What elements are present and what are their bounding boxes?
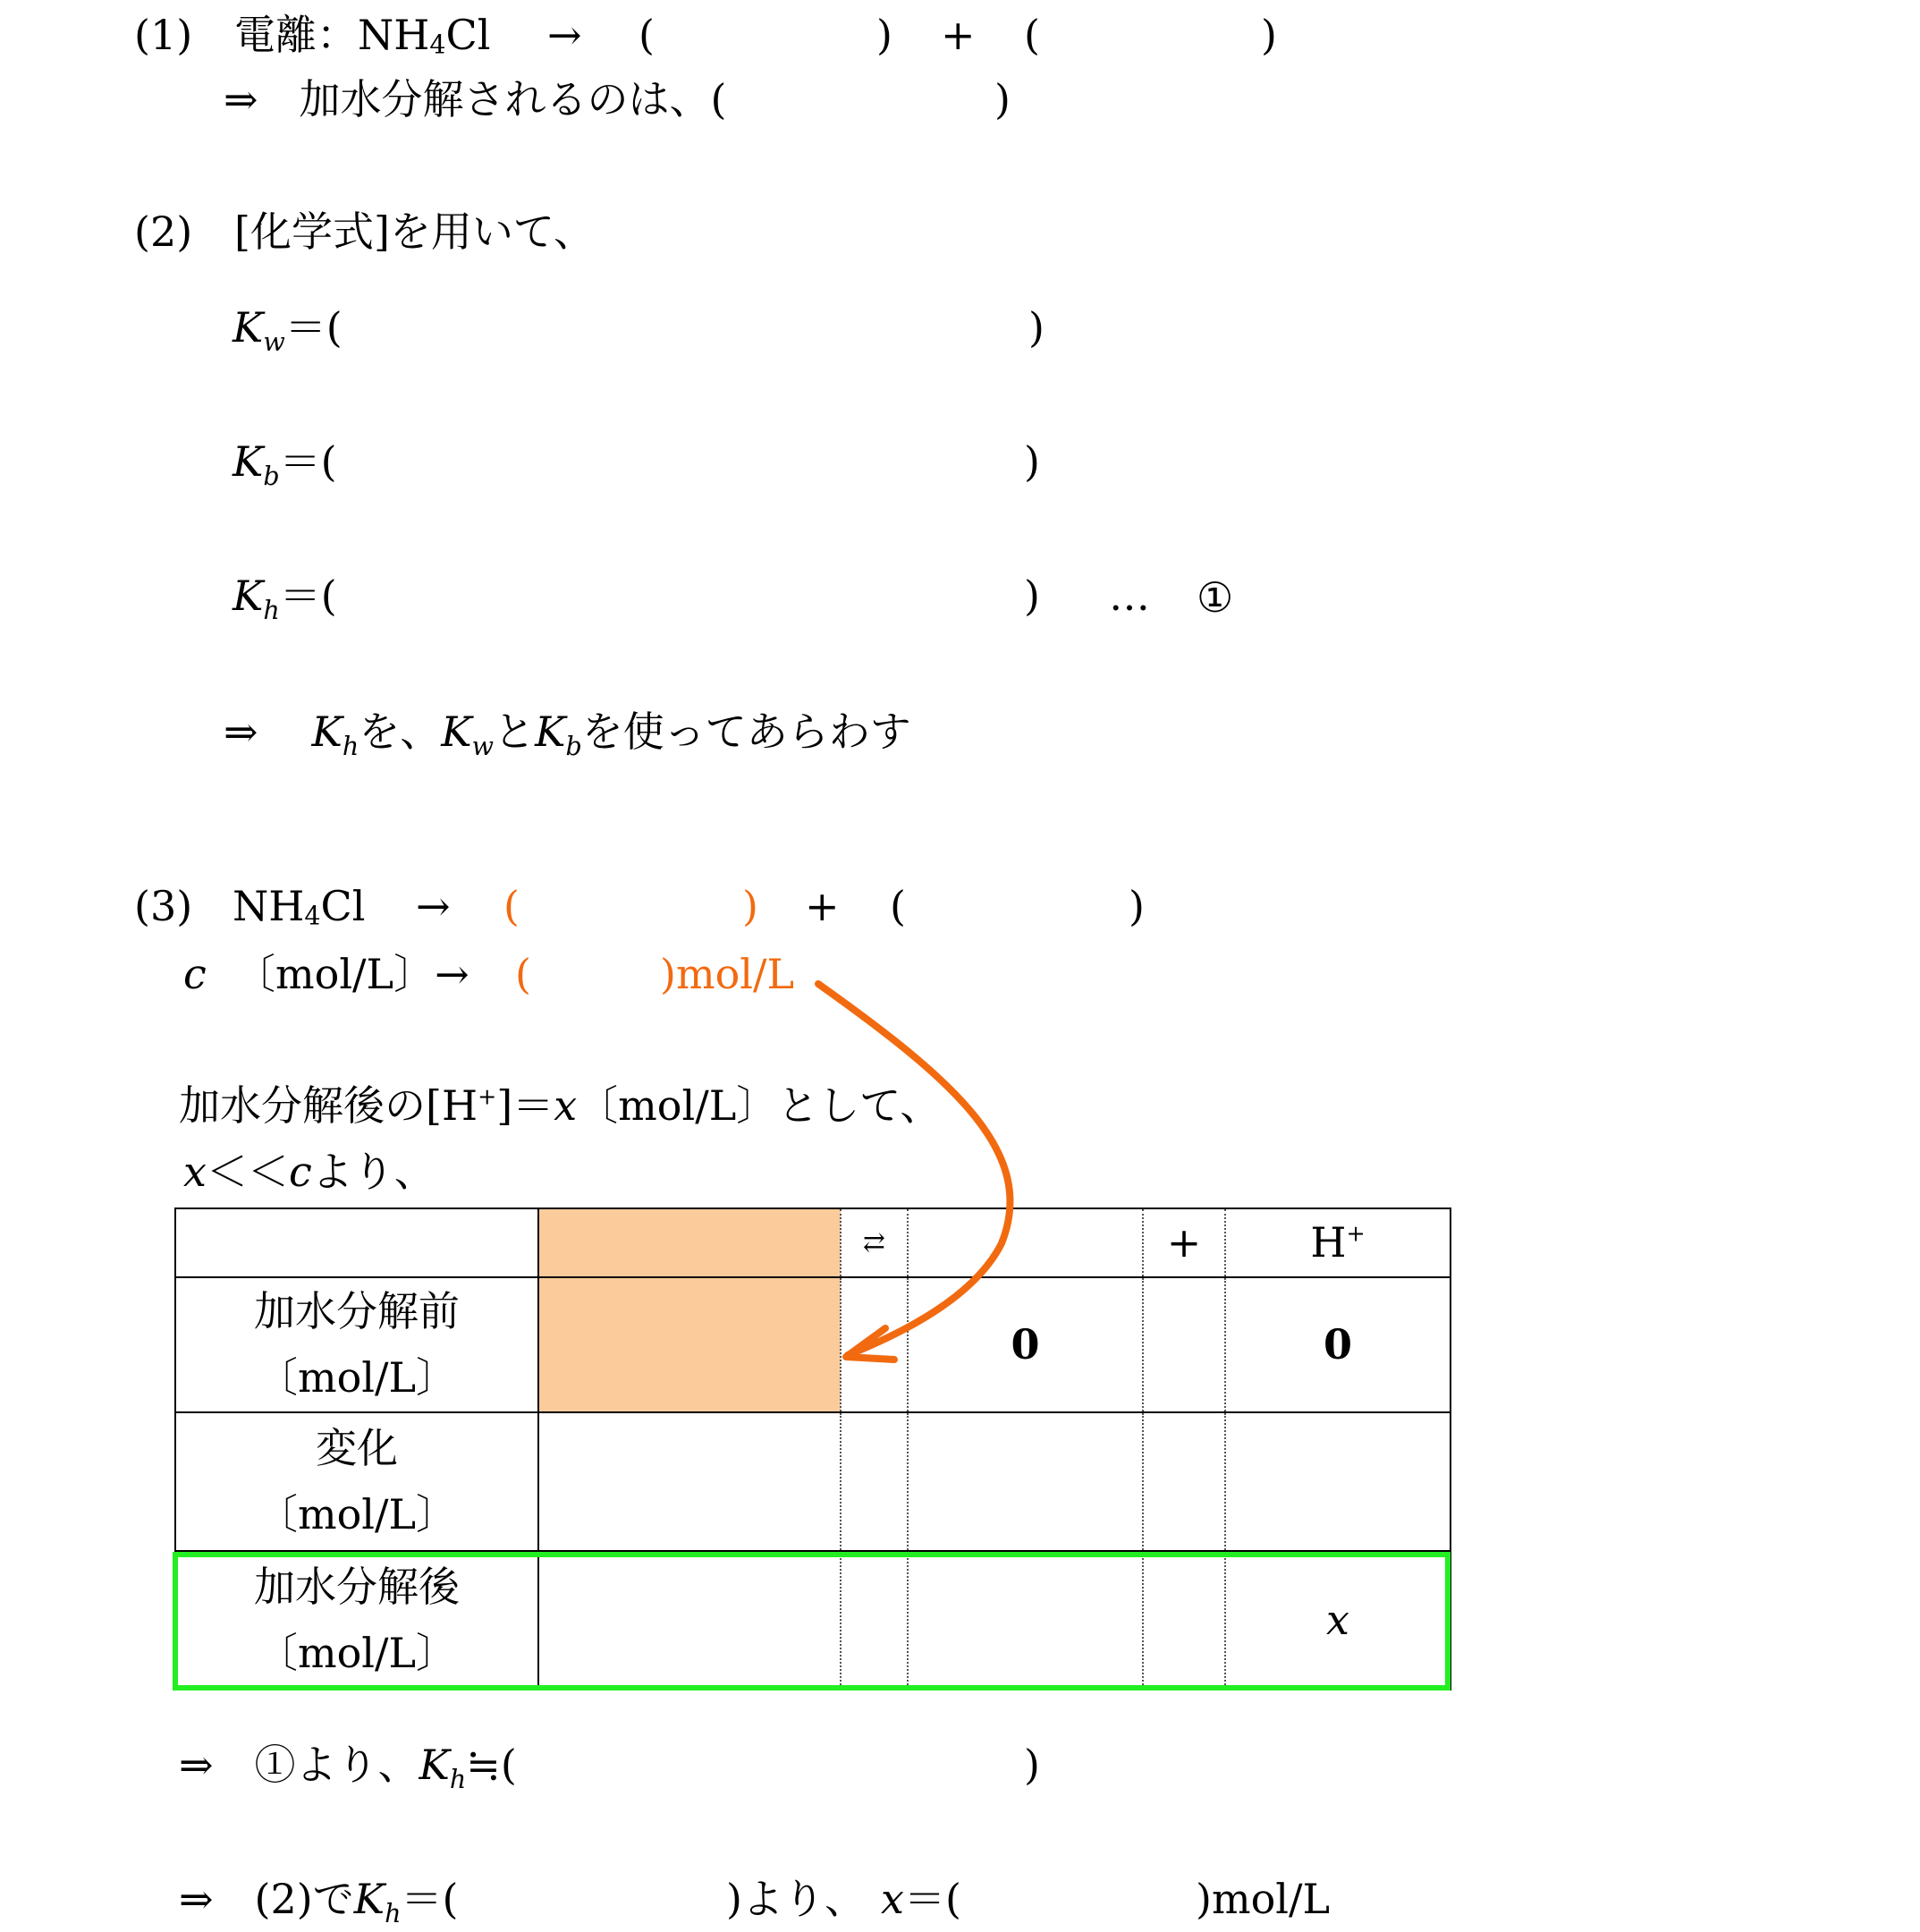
q3-formula-b: Cl xyxy=(320,882,366,930)
assume2-c: c xyxy=(288,1148,312,1196)
ice-table xyxy=(174,1208,1451,1690)
then1-eq: ≒( xyxy=(466,1741,517,1789)
ice-row-initial-label xyxy=(175,1277,538,1412)
q3-assumption-line xyxy=(179,1081,942,1130)
then2-eq: ＝( xyxy=(401,1875,459,1923)
express-t3: を使ってあらわす xyxy=(581,708,911,756)
ice-final-product1[interactable] xyxy=(908,1551,1143,1690)
kw-close: ) xyxy=(1028,303,1045,352)
q1-formula-sub: 4 xyxy=(429,30,446,60)
ice-row-final-label xyxy=(175,1551,538,1690)
ice-final-reactant[interactable] xyxy=(538,1551,841,1690)
ice-row-change xyxy=(175,1412,1451,1551)
express-t2: と xyxy=(494,708,536,756)
ice-initial-eq xyxy=(841,1277,908,1412)
q3-then2-line xyxy=(179,1875,459,1928)
then2-mid: )より、 xyxy=(726,1875,866,1923)
ice-initial-plus xyxy=(1143,1277,1225,1412)
assume1-b: ]＝ xyxy=(496,1081,554,1130)
assume2-x: x xyxy=(183,1148,207,1196)
express-sub3: b xyxy=(565,731,582,761)
then1-sub: h xyxy=(449,1764,467,1794)
kb-k: K xyxy=(233,437,264,486)
then2-end: )mol/L xyxy=(1196,1875,1331,1923)
q1-plus: + xyxy=(941,11,976,59)
ice-header-label xyxy=(175,1208,538,1277)
ice-header-row xyxy=(175,1208,1451,1277)
q1-close2: ) xyxy=(1261,11,1277,59)
ice-change-reactant[interactable] xyxy=(538,1412,841,1551)
then2-k: K xyxy=(353,1875,385,1923)
assume2-tail: より、 xyxy=(311,1148,436,1196)
ice-change-plus xyxy=(1143,1412,1225,1551)
ice-header-plus: + xyxy=(1143,1208,1225,1277)
express-sub2: w xyxy=(471,731,495,761)
assume2-lt: ＜＜ xyxy=(206,1148,289,1196)
kh-close: ) xyxy=(1024,572,1040,620)
ice-initial-product1: 0 xyxy=(908,1277,1143,1412)
ice-row-final xyxy=(175,1551,1451,1690)
q1-hydrolysis-line: ⇒ 加水分解されるのは、( xyxy=(224,75,727,123)
kb-close: ) xyxy=(1024,437,1040,486)
express-t1: を、 xyxy=(359,708,442,756)
kh-dots: … xyxy=(1109,572,1150,620)
kh-sub: h xyxy=(263,595,280,625)
q1-open2: ( xyxy=(1024,11,1040,59)
q3-formula-sub: 4 xyxy=(304,901,321,931)
ice-header-h: H xyxy=(1310,1217,1347,1267)
kb-expression xyxy=(233,437,337,491)
express-k3: K xyxy=(535,708,566,756)
ice-final-eq xyxy=(841,1551,908,1690)
q3-plus: + xyxy=(805,882,840,930)
q1-prefix: 電離： xyxy=(234,11,358,59)
q1-open1: ( xyxy=(639,11,655,59)
q3-conc-unit: 〔mol/L〕→ xyxy=(234,950,469,998)
express-k2: K xyxy=(441,708,472,756)
then2-x: x xyxy=(881,1875,904,1923)
q3-open2: ( xyxy=(890,882,906,930)
ice-row-label2: 〔mol/L〕 xyxy=(256,1489,458,1538)
q3-close2: ) xyxy=(1129,882,1145,930)
express-arrow: ⇒ xyxy=(224,708,258,756)
then2-sub: h xyxy=(385,1898,402,1928)
q3-number: (3) xyxy=(134,882,193,930)
q2-express-line xyxy=(224,708,911,761)
ice-row-label2: 〔mol/L〕 xyxy=(256,1628,458,1677)
q2-intro: [化学式]を用いて、 xyxy=(234,208,595,256)
ice-row-label1: 加水分解後 xyxy=(254,1562,460,1611)
kw-expression xyxy=(233,303,343,357)
kw-sub: w xyxy=(263,326,285,357)
kw-k: K xyxy=(233,303,264,352)
q1-close1: ) xyxy=(876,11,892,59)
then1-a: ⇒ ①より、 xyxy=(179,1741,419,1789)
kh-eq: ＝( xyxy=(279,572,337,620)
q3-arrow: → xyxy=(416,882,451,930)
q3-open1: ( xyxy=(503,882,520,930)
q3-conc-close: )mol/L xyxy=(660,950,795,998)
express-k1: K xyxy=(311,708,343,756)
q1-hydrolysis-close: ) xyxy=(994,75,1011,123)
ice-final-hplus: x xyxy=(1225,1551,1451,1690)
q1-number: (1) xyxy=(134,11,193,59)
then1-k: K xyxy=(419,1741,450,1789)
q3-approximation-line xyxy=(183,1148,436,1196)
ice-header-hplus xyxy=(1225,1208,1451,1277)
q3-conc-open: ( xyxy=(515,950,531,998)
then2-eq2: ＝( xyxy=(903,1875,961,1923)
ice-final-plus xyxy=(1143,1551,1225,1690)
ice-change-hplus[interactable] xyxy=(1225,1412,1451,1551)
q1-formula-a: NH xyxy=(358,11,430,59)
q3-conc-c: c xyxy=(183,950,207,998)
ice-row-initial xyxy=(175,1277,1451,1412)
kw-eq: ＝( xyxy=(284,303,343,352)
kb-eq: ＝( xyxy=(279,437,337,486)
then2-a: ⇒ (2)で xyxy=(179,1875,354,1923)
ice-row-label1: 変化 xyxy=(316,1423,398,1472)
then2-xpart xyxy=(881,1875,961,1923)
kh-mark: ① xyxy=(1197,573,1234,622)
assume1-c: 〔mol/L〕として、 xyxy=(577,1081,942,1130)
kh-expression xyxy=(233,572,337,625)
ice-change-eq xyxy=(841,1412,908,1551)
q1-formula-b: Cl xyxy=(445,11,491,59)
q3-formula xyxy=(233,882,366,931)
express-sub1: h xyxy=(342,731,359,761)
ice-row-label2: 〔mol/L〕 xyxy=(256,1352,458,1402)
ice-initial-hplus: 0 xyxy=(1225,1277,1451,1412)
kh-k: K xyxy=(233,572,264,620)
q3-then1-line xyxy=(179,1741,517,1794)
ice-header-reactant[interactable] xyxy=(538,1208,841,1277)
ice-header-h-sup: + xyxy=(1346,1220,1366,1246)
q3-close1: ) xyxy=(742,882,758,930)
assume1-a: 加水分解後の[H xyxy=(179,1081,478,1130)
assume1-x: x xyxy=(554,1081,578,1130)
assume1-sup: + xyxy=(478,1083,497,1110)
q3-formula-a: NH xyxy=(233,882,305,930)
ice-initial-reactant[interactable] xyxy=(538,1277,841,1412)
q1-dissociation-line xyxy=(234,11,491,60)
q1-arrow: → xyxy=(547,11,582,59)
ice-row-change-label xyxy=(175,1412,538,1551)
q3-then1-close: ) xyxy=(1024,1741,1040,1789)
ice-row-label1: 加水分解前 xyxy=(254,1286,460,1335)
kb-sub: b xyxy=(263,461,280,491)
q2-number: (2) xyxy=(134,208,193,256)
ice-header-equilibrium: ⇄ xyxy=(841,1208,908,1277)
ice-header-product1[interactable] xyxy=(908,1208,1143,1277)
ice-change-product1[interactable] xyxy=(908,1412,1143,1551)
